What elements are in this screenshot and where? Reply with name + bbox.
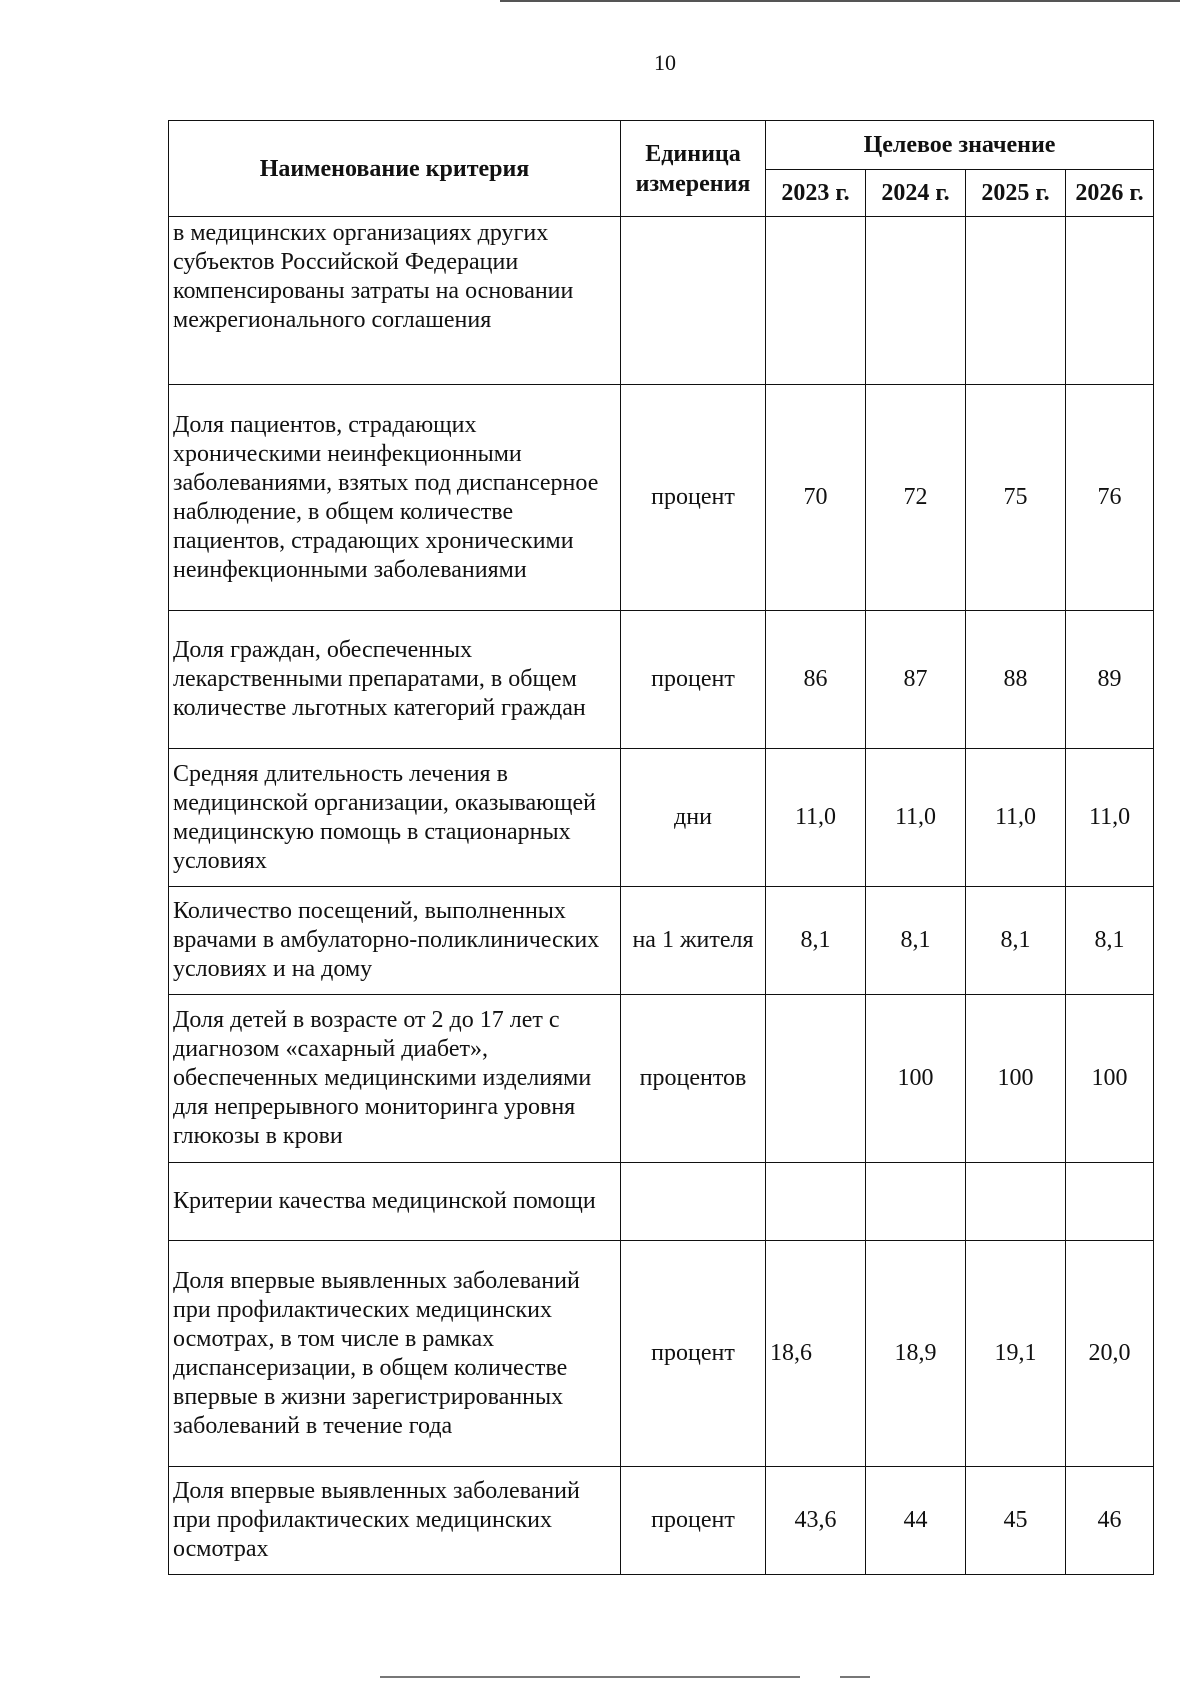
header-year-2023: 2023 г. bbox=[766, 170, 866, 217]
value-2023: 43,6 bbox=[766, 1467, 866, 1575]
criterion-name: Количество посещений, выполненных врачами в амбулаторно-поликлинических условиях и на дому bbox=[169, 887, 621, 995]
criterion-name: в медицинских организациях других субъектов Российской Федерации компенсированы затраты на основании межрегионального соглашения bbox=[169, 217, 621, 385]
criterion-name: Средняя длительность лечения в медицинской организации, оказывающей медицинскую помощь в стационарных условиях bbox=[169, 749, 621, 887]
value-2026 bbox=[1066, 217, 1154, 385]
criterion-unit: на 1 жителя bbox=[621, 887, 766, 995]
criterion-unit: процентов bbox=[621, 995, 766, 1163]
header-unit-line2: измерения bbox=[635, 170, 751, 197]
value-2026: 100 bbox=[1066, 995, 1154, 1163]
value-2026: 76 bbox=[1066, 385, 1154, 611]
value-2024: 44 bbox=[866, 1467, 966, 1575]
criterion-name: Доля пациентов, страдающих хроническими неинфекционными заболеваниями, взятых под диспансерное наблюдение, в общем количестве пациентов, страдающих хроническими неинфекционными заболеваниями bbox=[169, 385, 621, 611]
value-2026: 8,1 bbox=[1066, 887, 1154, 995]
criterion-unit bbox=[621, 217, 766, 385]
value-2023 bbox=[766, 995, 866, 1163]
header-year-2026: 2026 г. bbox=[1066, 170, 1154, 217]
value-2025: 100 bbox=[966, 995, 1066, 1163]
value-2025: 88 bbox=[966, 611, 1066, 749]
value-2024: 11,0 bbox=[866, 749, 966, 887]
header-unit bbox=[621, 121, 766, 217]
value-2026 bbox=[1066, 1163, 1154, 1241]
value-2023 bbox=[766, 1163, 866, 1241]
value-2023: 70 bbox=[766, 385, 866, 611]
table-row bbox=[169, 611, 1154, 749]
criterion-name: Доля впервые выявленных заболеваний при профилактических медицинских осмотрах bbox=[169, 1467, 621, 1575]
table-row bbox=[169, 995, 1154, 1163]
header-name: Наименование критерия bbox=[169, 121, 621, 217]
value-2024: 8,1 bbox=[866, 887, 966, 995]
table-row bbox=[169, 217, 1154, 385]
value-2023: 18,6 bbox=[766, 1241, 866, 1467]
criterion-name: Доля детей в возрасте от 2 до 17 лет с диагнозом «сахарный диабет», обеспеченных медицинскими изделиями для непрерывного мониторинга уровня глюкозы в крови bbox=[169, 995, 621, 1163]
table-row bbox=[169, 385, 1154, 611]
criterion-name: Критерии качества медицинской помощи bbox=[169, 1163, 621, 1241]
criterion-unit bbox=[621, 1163, 766, 1241]
value-2023: 11,0 bbox=[766, 749, 866, 887]
value-2023 bbox=[766, 217, 866, 385]
value-2026: 46 bbox=[1066, 1467, 1154, 1575]
value-2024 bbox=[866, 217, 966, 385]
criterion-unit: процент bbox=[621, 611, 766, 749]
top-rule bbox=[500, 0, 1180, 2]
header-year-2025: 2025 г. bbox=[966, 170, 1066, 217]
criterion-unit: дни bbox=[621, 749, 766, 887]
criterion-unit: процент bbox=[621, 1467, 766, 1575]
value-2024: 87 bbox=[866, 611, 966, 749]
table-row bbox=[169, 749, 1154, 887]
value-2025: 8,1 bbox=[966, 887, 1066, 995]
criterion-name: Доля впервые выявленных заболеваний при профилактических медицинских осмотрах, в том числе в рамках диспансеризации, в общем количестве впервые в жизни зарегистрированных заболеваний в течение года bbox=[169, 1241, 621, 1467]
value-2025: 75 bbox=[966, 385, 1066, 611]
criterion-unit: процент bbox=[621, 385, 766, 611]
value-2026: 20,0 bbox=[1066, 1241, 1154, 1467]
criterion-unit: процент bbox=[621, 1241, 766, 1467]
value-2023: 8,1 bbox=[766, 887, 866, 995]
value-2024 bbox=[866, 1163, 966, 1241]
header-row bbox=[169, 121, 1154, 170]
table-row bbox=[169, 887, 1154, 995]
value-2025: 45 bbox=[966, 1467, 1066, 1575]
value-2024: 100 bbox=[866, 995, 966, 1163]
bottom-rule bbox=[380, 1676, 800, 1678]
header-year-2024: 2024 г. bbox=[866, 170, 966, 217]
table-row bbox=[169, 1241, 1154, 1467]
value-2024: 18,9 bbox=[866, 1241, 966, 1467]
value-2026: 89 bbox=[1066, 611, 1154, 749]
page-number: 10 bbox=[654, 50, 676, 75]
value-2023: 86 bbox=[766, 611, 866, 749]
criteria-table bbox=[168, 120, 1154, 1575]
header-unit-line1: Единица bbox=[645, 140, 741, 167]
value-2024: 72 bbox=[866, 385, 966, 611]
criterion-name: Доля граждан, обеспеченных лекарственными препаратами, в общем количестве льготных категорий граждан bbox=[169, 611, 621, 749]
table-row bbox=[169, 1467, 1154, 1575]
value-2025 bbox=[966, 1163, 1066, 1241]
value-2025: 11,0 bbox=[966, 749, 1066, 887]
value-2025: 19,1 bbox=[966, 1241, 1066, 1467]
value-2026: 11,0 bbox=[1066, 749, 1154, 887]
table-row bbox=[169, 1163, 1154, 1241]
value-2025 bbox=[966, 217, 1066, 385]
header-target: Целевое значение bbox=[766, 121, 1154, 170]
bottom-rule-short bbox=[840, 1676, 870, 1678]
